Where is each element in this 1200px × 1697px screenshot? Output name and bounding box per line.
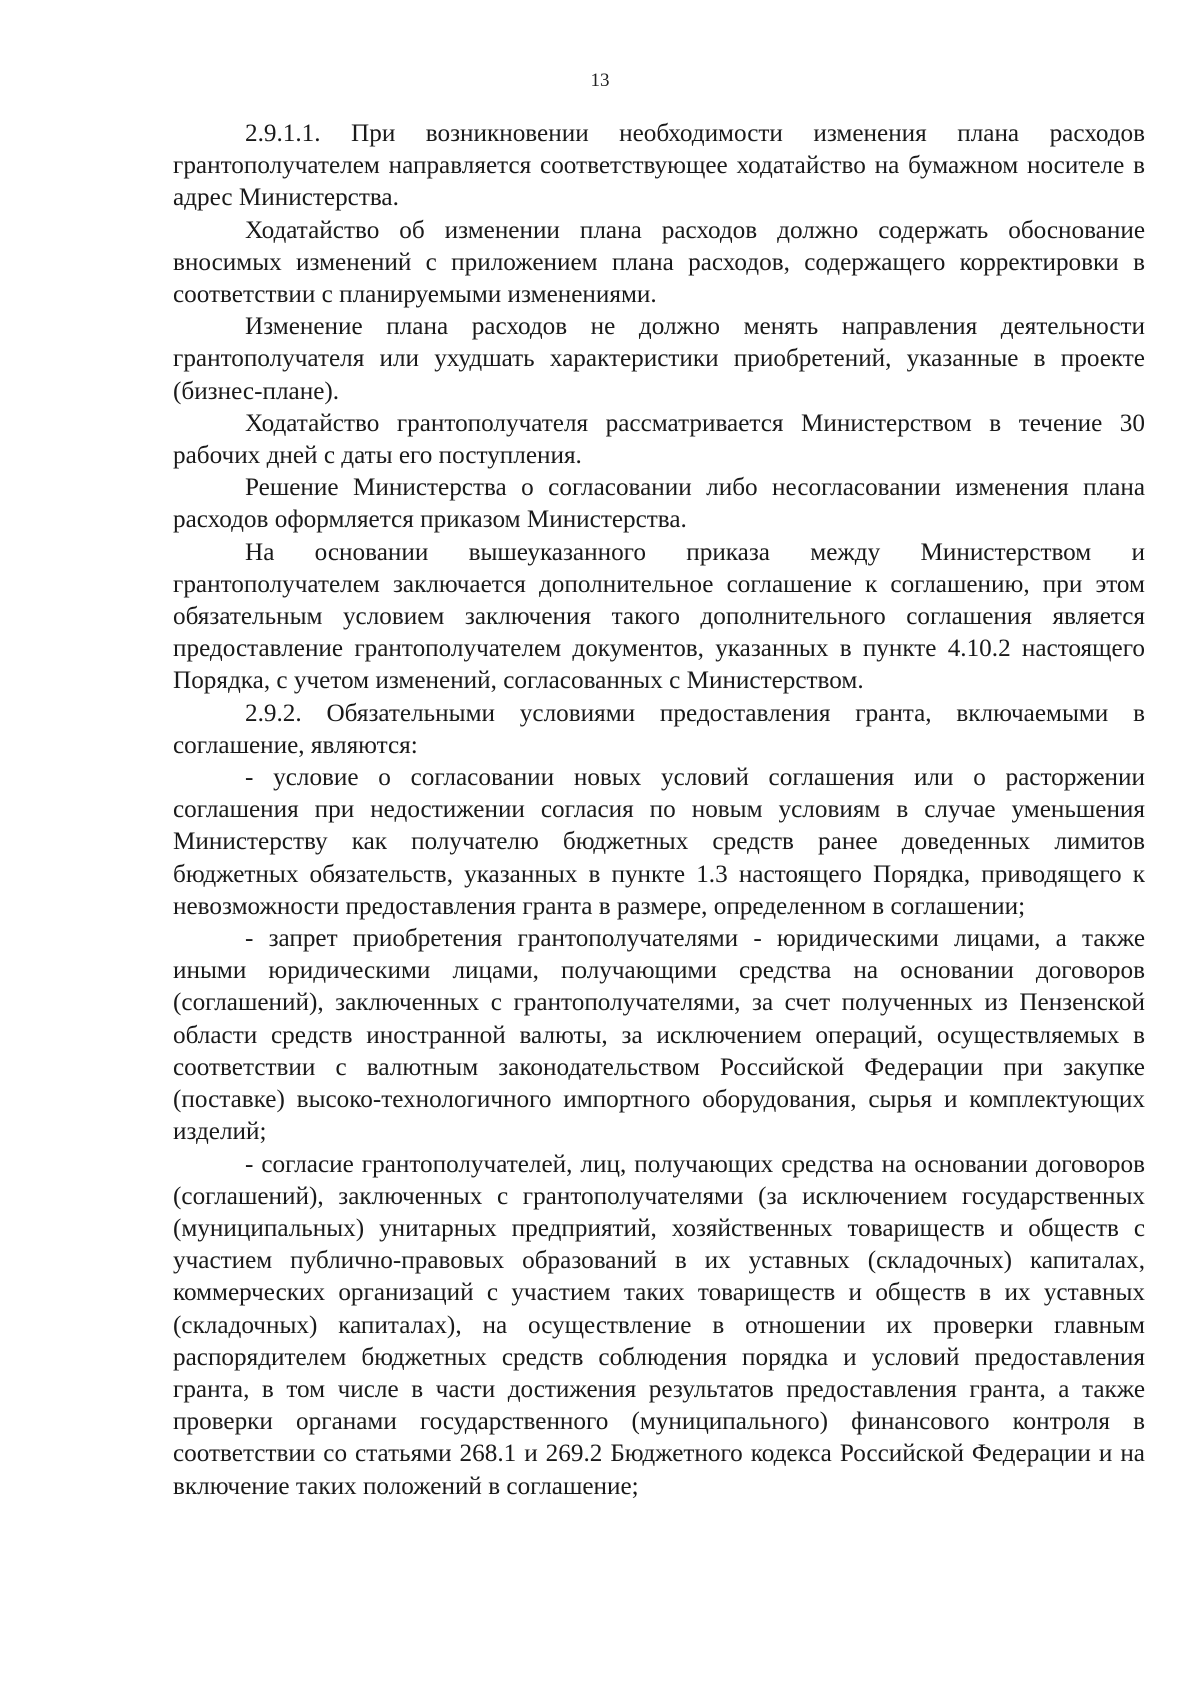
paragraph-2-9-1-1: 2.9.1.1. При возникновении необходимости изменения плана расходов грантополучателем направляется соответствующее ходатайство на бумажном носителе в адрес Министерства. bbox=[173, 120, 1145, 212]
paragraph-2-9-2: 2.9.2. Обязательными условиями предоставления гранта, включаемыми в соглашение, являются: bbox=[173, 699, 1145, 759]
paragraph-petition-content: Ходатайство об изменении плана расходов должно содержать обоснование вносимых изменений с приложением плана расходов, содержащего корректировки в соответствии с планируемыми изменениями. bbox=[173, 216, 1145, 309]
paragraph-plan-change-limits: Изменение плана расходов не должно менять направления деятельности грантополучателя или ухудшать характеристики приобретений, указанные в проекте (бизнес-плане). bbox=[173, 313, 1145, 405]
list-item-condition-renegotiation: - условие о согласовании новых условий соглашения или о расторжении соглашения при недостижении согласия по новым условиям в случае уменьшения Министерству как получателю бюджетных средств ранее доведенных лимитов бюджетных обязательств, указанных в пункте 1.3 настоящего Порядка, приводящего к невозможности предоставления гранта в размере, определенном в соглашении; bbox=[173, 764, 1145, 920]
paragraph-review-period: Ходатайство грантополучателя рассматривается Министерством в течение 30 рабочих дней с даты его поступления. bbox=[173, 409, 1145, 470]
list-item-foreign-currency-ban: - запрет приобретения грантополучателями - юридическими лицами, а также иными юридическими лицами, получающими средства на основании договоров (соглашений), заключенных с грантополучателями, за счет полученных из Пензенской области средств иностранной валюты, за исключением операций, осуществляемых в соответствии с валютным законодательством Российской Федерации при закупке (поставке) высоко-технологичного импортного оборудования, сырья и комплектующих изделий; bbox=[173, 925, 1145, 1146]
page-number: 13 bbox=[590, 70, 610, 91]
paragraph-ministry-decision: Решение Министерства о согласовании либо несогласовании изменения плана расходов оформляется приказом Министерства. bbox=[173, 474, 1145, 534]
paragraph-additional-agreement: На основании вышеуказанного приказа между Министерством и грантополучателем заключается дополнительное соглашение к соглашению, при этом обязательным условием заключения такого дополнительного соглашения является предоставление грантополучателем документов, указанных в пункте 4.10.2 настоящего Порядка, с учетом изменений, согласованных с Министерством. bbox=[173, 538, 1145, 695]
list-item-inspection-consent: - согласие грантополучателей, лиц, получающих средства на основании договоров (соглашений), заключенных с грантополучателями (за исключением государственных (муниципальных) унитарных предприятий, хозяйственных товариществ и обществ с участием публично-правовых образований в их уставных (складочных) капиталах, коммерческих организаций с участием таких товариществ и обществ в их уставных (складочных) капиталах), на осуществление в отношении их проверки главным распорядителем бюджетных средств соблюдения порядка и условий предоставления гранта, в том числе в части достижения результатов предоставления гранта, а также проверки органами государственного (муниципального) финансового контроля в соответствии со статьями 268.1 и 269.2 Бюджетного кодекса Российской Федерации и на включение таких положений в соглашение; bbox=[173, 1150, 1145, 1500]
document-body bbox=[173, 118, 1145, 1503]
